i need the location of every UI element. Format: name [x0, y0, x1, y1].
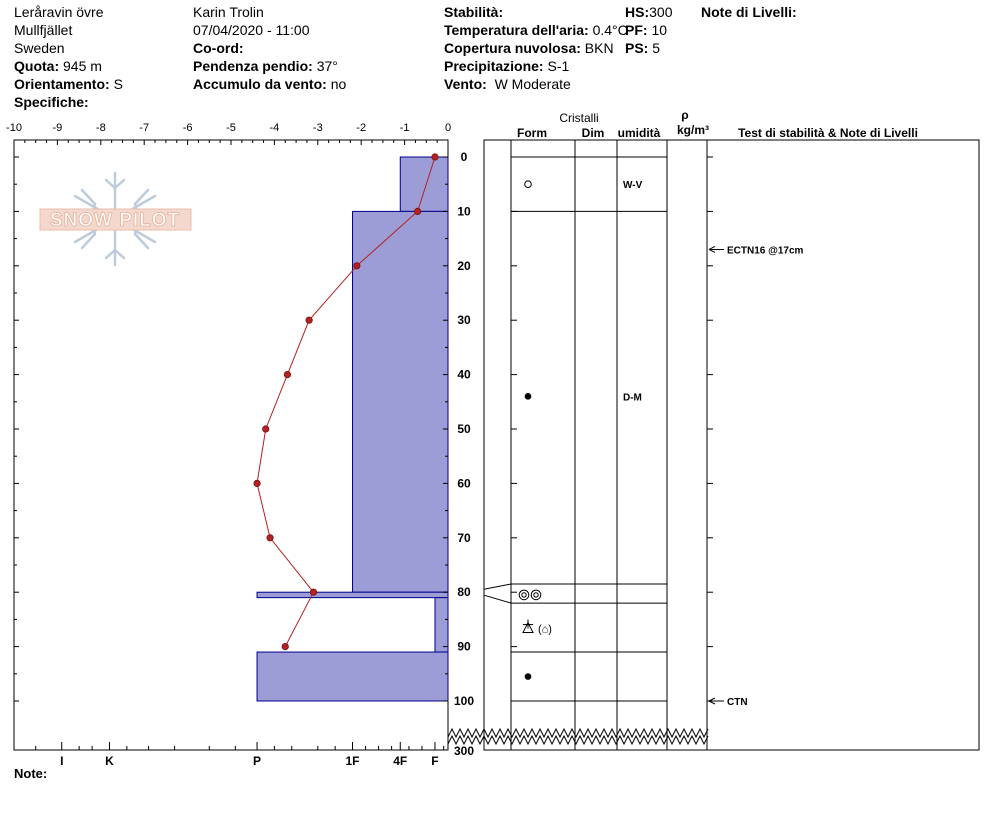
tests-notes-header: Test di stabilità & Note di Livelli: [738, 126, 918, 140]
temp-tick-label: -6: [182, 122, 193, 134]
precip-label: Precipitazione:: [444, 58, 544, 74]
hardness-label: I: [60, 754, 64, 768]
scale-break-zigzag: [448, 729, 708, 737]
humidity-value: W-V: [623, 180, 643, 192]
temperature-point: [414, 208, 420, 214]
pf-value: 10: [651, 22, 668, 38]
specifics-label: Specifiche:: [14, 94, 89, 110]
depth-hoar-icon: [523, 620, 552, 636]
hs-value: 300: [649, 4, 673, 20]
hardness-label: P: [253, 754, 262, 768]
sky-value: BKN: [584, 40, 614, 56]
elevation-value: 945 m: [63, 58, 102, 74]
depth-tick-label: 90: [457, 639, 471, 654]
temperature-point: [284, 371, 290, 377]
temperature-point: [310, 589, 316, 595]
wind-loading-label: Accumulo da vento:: [193, 76, 327, 92]
layer-connector: [484, 584, 511, 589]
hardness-layers: [257, 157, 448, 701]
crystals-header: Cristalli: [559, 111, 599, 125]
area-name: Mullfjället: [14, 22, 73, 38]
hardness-layer-bar: [353, 211, 448, 592]
stability-test-note: [709, 697, 748, 708]
hardness-layer-bar: [257, 652, 448, 701]
temp-tick-label: -9: [52, 122, 63, 134]
precip-value: S-1: [547, 58, 570, 74]
temperature-point: [282, 643, 288, 649]
melt-form-icon: [519, 590, 541, 600]
elevation-label: Quota:: [14, 58, 60, 74]
stability-label: Stabilità:: [444, 4, 504, 20]
dim-header: Dim: [581, 126, 605, 140]
temperature-point: [432, 154, 438, 160]
scale-break-zigzag: [448, 736, 708, 744]
pf-label: PF:: [625, 22, 648, 38]
filled-circle-icon: [525, 673, 532, 680]
column-headers: [517, 108, 918, 140]
country-name: Sweden: [14, 40, 65, 56]
temperature-point: [267, 535, 273, 541]
layer-table-columns: [511, 140, 707, 750]
open-circle-icon: [525, 181, 532, 188]
slope-label: Pendenza pendio:: [193, 58, 313, 74]
hoar-modifier-text: (⌂): [538, 623, 552, 636]
form-header: Form: [517, 126, 547, 140]
temp-tick-label: 0: [444, 122, 452, 134]
depth-tick-label: 0: [460, 150, 468, 164]
rho-header: ρ: [681, 108, 689, 122]
air-temp-label: Temperatura dell'aria:: [444, 22, 589, 38]
aspect-label: Orientamento:: [14, 76, 110, 92]
temperature-point: [263, 426, 269, 432]
hardness-label: F: [431, 754, 439, 768]
humidity-header: umidità: [617, 126, 661, 140]
notes-label: Note:: [14, 766, 48, 781]
layer-rows: [448, 157, 804, 744]
hardness-layer-bar: [257, 592, 448, 597]
layer-notes-label: Note di Livelli:: [701, 4, 797, 20]
filled-circle-icon: [525, 393, 532, 400]
slope-value: 37°: [316, 58, 338, 74]
temp-tick-label: -3: [312, 122, 323, 134]
ring-outer: [519, 590, 529, 600]
wind-loading-value: no: [330, 76, 347, 92]
temperature-point: [306, 317, 312, 323]
depth-tick-label: 30: [457, 313, 471, 328]
temp-tick-label: -5: [226, 122, 236, 134]
sky-label: Copertura nuvolosa:: [444, 40, 581, 56]
stability-test-label: CTN: [727, 697, 748, 708]
temperature-point: [254, 480, 260, 486]
humidity-value: D-M: [623, 392, 642, 404]
ps-value: 5: [652, 40, 661, 56]
layer-connector: [484, 595, 511, 603]
depth-tick-label: 50: [457, 422, 471, 436]
depth-tick-label: 10: [457, 204, 471, 219]
total-depth-label: 300: [453, 744, 475, 758]
depth-tick-label: 80: [457, 585, 471, 600]
wind-label: Vento:: [444, 76, 487, 92]
observation-datetime: 07/04/2020 - 11:00: [193, 22, 310, 38]
snowpilot-logo: [40, 173, 191, 265]
temp-tick-label: -4: [269, 122, 280, 134]
aspect-value: S: [113, 76, 123, 92]
temp-tick-label: -10: [6, 122, 22, 134]
hardness-layer-bar: [435, 598, 448, 652]
ring-outer: [531, 590, 541, 600]
observer-name: Karin Trolin: [193, 4, 264, 20]
hardness-label: 4F: [393, 754, 408, 768]
temp-tick-label: -7: [139, 122, 150, 134]
ps-label: PS:: [625, 40, 649, 56]
wind-value: W Moderate: [494, 76, 571, 92]
depth-tick-label: 100: [453, 694, 475, 708]
air-temp-value: 0.4°C: [592, 22, 628, 38]
logo-text: SNOW PILOT: [49, 210, 181, 231]
temp-tick-label: -8: [95, 122, 106, 134]
hardness-label: K: [105, 754, 114, 768]
hs-label: HS:: [625, 4, 650, 20]
stability-test-note: [709, 245, 804, 256]
ring-inner: [522, 593, 526, 597]
depth-tick-label: 40: [457, 367, 471, 382]
coord-label: Co-ord:: [193, 40, 244, 56]
hardness-label: 1F: [345, 754, 360, 768]
hardness-layer-bar: [400, 157, 448, 211]
temp-tick-label: -2: [356, 122, 367, 134]
depth-tick-label: 60: [457, 476, 471, 491]
temperature-point: [354, 263, 360, 269]
depth-tick-label: 70: [457, 530, 471, 545]
temp-tick-label: -1: [399, 122, 410, 134]
density-unit-header: kg/m³: [676, 123, 710, 137]
ring-inner: [534, 593, 538, 597]
depth-tick-label: 20: [457, 258, 471, 273]
location-name: Leråravin övre: [14, 4, 104, 20]
layer-table-frame: [484, 140, 979, 750]
stability-test-label: ECTN16 @17cm: [727, 245, 804, 257]
